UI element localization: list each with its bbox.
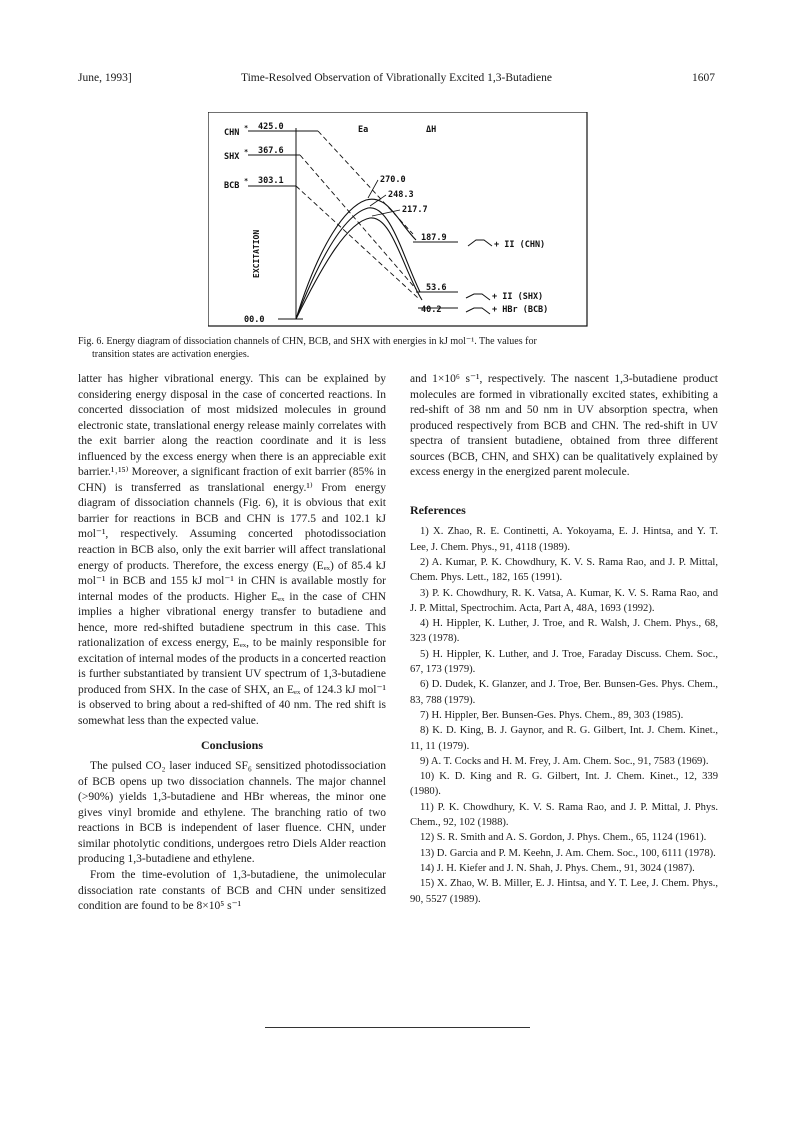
chn-reaction-curve	[296, 199, 416, 319]
reactant-shx-name: SHX	[224, 152, 240, 162]
reactant-chn-star: *	[244, 124, 249, 132]
reactant-bcb-energy: 303.1	[258, 176, 284, 186]
page-number: 1607	[692, 72, 715, 84]
paragraph: latter has higher vibrational energy. This can be explained by considering energy disposal in the case of concerted reactions. In concerted dissociation of most midsized molecules in ground electronic state, translational energy release mainly correlates with the exit barrier along the reaction coordinate and it is less influenced by the excess energy when there is an appreciable exit barrier.¹˒¹⁵⁾ Moreover, a significant fraction of exit barrier (85% in CHN) is transferred as translational energy.¹⁾ From energy diagram of dissociation channels (Fig. 6), it is obvious that exit barrier for reactions in BCB and CHN is 177.5 and 102.1 kJ mol⁻¹, respectively. Assuming concerted photodissociation reaction in BCB also, only the exit barrier will affect translational energy of products. Therefore, the excess energy (Eₑₓ) of 85.4 kJ mol⁻¹ in BCB and 155 kJ mol⁻¹ in CHN is available mostly for internal modes of the products. Higher Eₑₓ in the case of CHN implies a higher vibrational energy transfer to butadiene and hence, more red-shifted butadiene spectrum in this case. This rationalization of excess energy, Eₑₓ, to be mainly responsible for excitation of internal modes of the products in a concerted reaction is further substantiated by transient UV spectrum of 1,3-butadiene produced from SHX. In the case of SHX, an Eₑₓ of 124.3 kJ mol⁻¹ is observed to bring about a red-shifted of 40 nm. The red shift is somewhat less than the expected value.	[78, 373, 386, 728]
left-column	[78, 372, 386, 915]
reference-item: 12) S. R. Smith and A. S. Gordon, J. Phys. Chem., 65, 1124 (1961).	[420, 832, 707, 844]
butadiene-structure-icon	[466, 308, 490, 314]
ts-leader-chn	[368, 180, 378, 198]
ts-energy-chn: 270.0	[380, 175, 406, 185]
paragraph: and 1×10⁶ s⁻¹, respectively. The nascent 1,3-butadiene product molecules are formed in vibrationally excited states, exhibiting a red-shift of 38 nm and 50 nm in UV absorption spectra, when produced respectively from BCB and CHN. The red-shift in UV spectra of transient butadiene, obtained from three different sources (BCB, CHN, and SHX) can be qualitatively explained by excess energy in the energized parent molecule.	[410, 373, 718, 479]
y-axis-label: EXCITATION	[252, 229, 261, 278]
section-heading-conclusions: Conclusions	[200, 737, 264, 752]
butadiene-structure-icon	[468, 240, 492, 246]
header-title: Time-Resolved Observation of Vibrationally Excited 1,3-Butadiene	[240, 72, 553, 84]
ts-energy-shx: 248.3	[388, 190, 414, 200]
reference-item: 8) K. D. King, B. J. Gaynor, and R. G. Gilbert, Int. J. Chem. Kinet., 11, 11 (1979).	[410, 725, 718, 752]
reference-item: 6) D. Dudek, K. Glanzer, and J. Troe, Ber. Bunsen-Ges. Phys. Chem., 83, 788 (1979).	[410, 679, 718, 706]
product-shx-energy: 53.6	[426, 283, 447, 293]
footer-rule	[265, 1027, 530, 1028]
figure-caption	[78, 335, 715, 361]
shx-reaction-curve	[296, 208, 420, 319]
product-shx-label: + II (SHX)	[492, 292, 544, 302]
reactant-shx-energy: 367.6	[258, 146, 284, 156]
reference-item: 7) H. Hippler, Ber. Bunsen-Ges. Phys. Chem., 89, 303 (1985).	[420, 709, 684, 721]
reactant-shx-star: *	[244, 148, 249, 156]
paragraph: The pulsed CO₂ laser induced SF₆ sensitized photodissociation of BCB opens up two dissociation channels. The major channel (>90%) yields 1,3-butadiene and HBr whereas, the minor one gives vinyl bromide and ethylene. The branching ratio of two reactions in BCB is independent of laser fluence. CHN, under similar photolytic conditions, undergoes retro Diels Alder reaction producing 1,3-butadiene and ethylene.	[78, 760, 386, 866]
reactant-chn-energy: 425.0	[258, 122, 284, 132]
header-date: June, 1993]	[78, 72, 132, 84]
reactant-bcb-star: *	[244, 177, 249, 185]
reference-item: 5) H. Hippler, K. Luther, and J. Troe, Faraday Discuss. Chem. Soc., 67, 173 (1979).	[410, 648, 718, 676]
reference-item: 14) J. H. Kiefer and J. N. Shah, J. Phys. Chem., 91, 3024 (1987).	[420, 862, 695, 874]
section-heading-references: References	[410, 502, 466, 517]
reference-item: 4) H. Hippler, K. Luther, J. Troe, and R. Walsh, J. Chem. Phys., 68, 323 (1978).	[410, 618, 718, 645]
product-chn-energy: 187.9	[421, 233, 447, 243]
running-header	[78, 72, 715, 88]
zero-energy: 00.0	[244, 315, 265, 325]
energy-diagram	[208, 112, 588, 327]
reference-item: 9) A. T. Cocks and H. M. Frey, J. Am. Chem. Soc., 91, 7583 (1969).	[420, 755, 709, 767]
reactant-bcb-name: BCB	[224, 181, 240, 191]
caption-line-1: Fig. 6. Energy diagram of dissociation channels of CHN, BCB, and SHX with energies in kJ mol⁻¹. The values for	[78, 336, 537, 347]
paragraph: From the time-evolution of 1,3-butadiene, the unimolecular dissociation rate constants of BCB and CHN under sensitized condition are found to be 8×10⁵ s⁻¹	[78, 868, 386, 913]
reference-item: 2) A. Kumar, P. K. Chowdhury, K. V. S. Rama Rao, and J. P. Mittal, Chem. Phys. Lett., 182, 165 (1991).	[410, 556, 718, 584]
reference-item: 1) X. Zhao, R. E. Continetti, A. Yokoyama, E. J. Hintsa, and Y. T. Lee, J. Chem. Phys., 91, 4118 (1989).	[410, 526, 718, 553]
reference-item: 3) P. K. Chowdhury, R. K. Vatsa, A. Kumar, K. V. S. Rama Rao, and J. P. Mittal, Spectrochim. Acta, Part A, 48A, 1693 (1992).	[410, 587, 718, 614]
reference-item: 13) D. Garcia and P. M. Keehn, J. Am. Chem. Soc., 100, 6111 (1978).	[420, 847, 716, 859]
caption-line-2: transition states are activation energies.	[92, 349, 250, 360]
reference-item: 11) P. K. Chowdhury, K. V. S. Rama Rao, and J. P. Mittal, J. Phys. Chem., 92, 102 (1988).	[410, 801, 718, 829]
bcb-dashed-path	[296, 186, 418, 298]
product-bcb-label: + HBr (BCB)	[492, 305, 549, 315]
ea-header: Ea	[358, 125, 369, 135]
dh-header: ΔH	[426, 125, 437, 135]
ts-energy-bcb: 217.7	[402, 205, 428, 215]
reference-item: 10) K. D. King and R. G. Gilbert, Int. J. Chem. Kinet., 12, 339 (1980).	[410, 771, 718, 798]
reference-item: 15) X. Zhao, W. B. Miller, E. J. Hintsa, and Y. T. Lee, J. Chem. Phys., 90, 5527 (1989).	[410, 878, 718, 905]
reactant-chn-name: CHN	[224, 128, 240, 138]
product-bcb-energy: 40.2	[421, 305, 442, 315]
product-chn-label: + II (CHN)	[494, 240, 546, 250]
butadiene-structure-icon	[466, 294, 490, 300]
right-column	[410, 372, 718, 907]
